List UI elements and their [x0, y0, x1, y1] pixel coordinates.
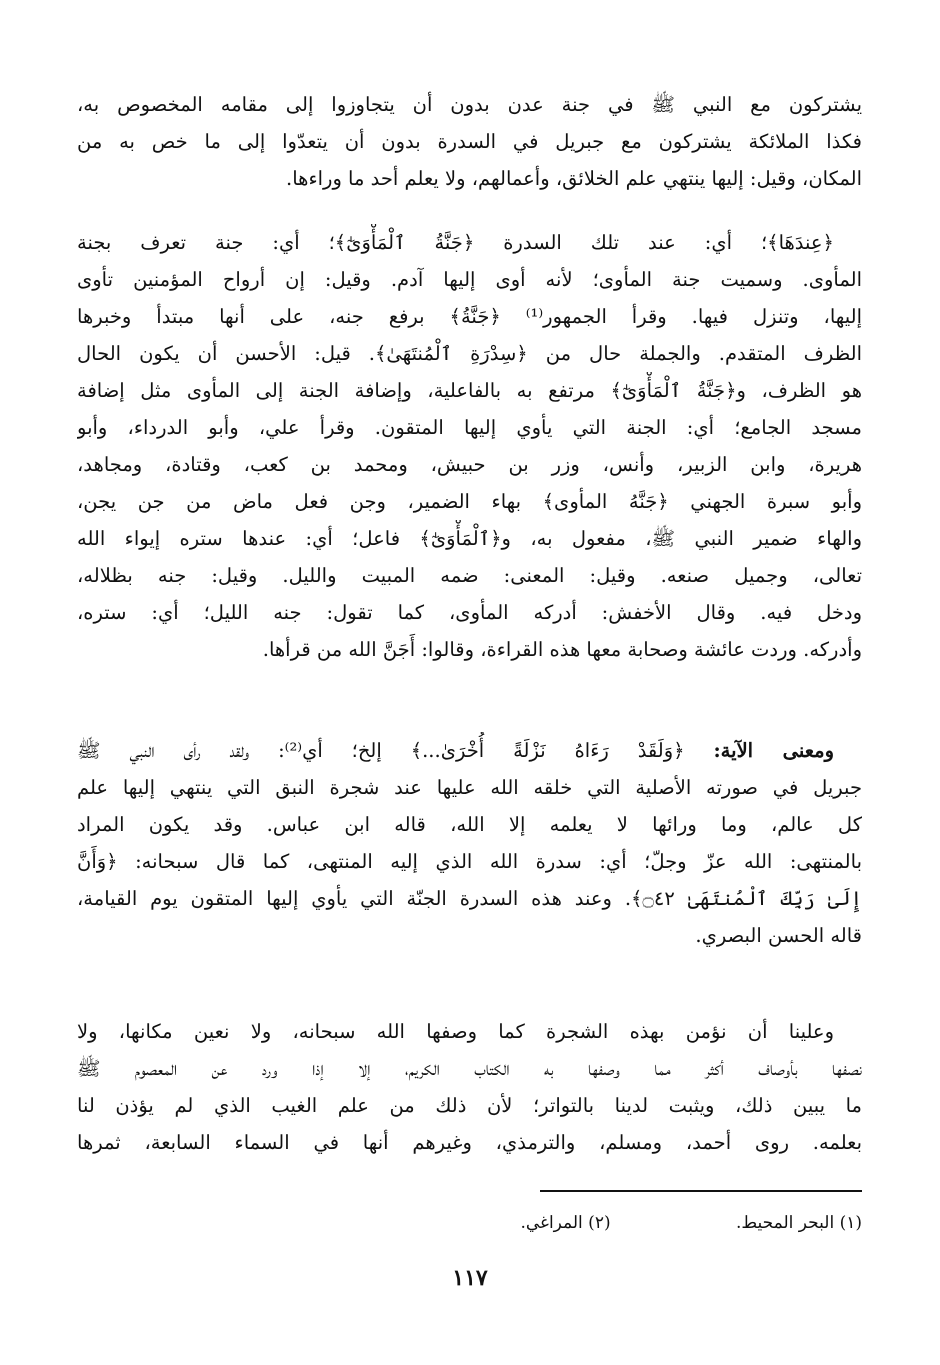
- footnote-1: (١) البحر المحيط.: [736, 1213, 862, 1233]
- text-line: ودخل فيه. وقال الأخفش: أدركه المأوى، كما تقول: جنه الليل؛ أي: ستره،: [77, 601, 862, 624]
- text-line: تعالى، وجميل صنعه. وقيل: المعنى: ضمه المبيت والليل. وقيل: جنه بظلاله،: [77, 564, 862, 587]
- text-line: مسجد الجامع؛ أي: الجنة التي يأوي إليها المتقون. وقرأ علي، وأبو الدرداء، وأبو: [77, 416, 862, 439]
- footnote-2: (٢) المراغي.: [520, 1213, 611, 1233]
- paragraph-4: [77, 1013, 862, 1161]
- text-line: المأوى. وسميت جنة المأوى؛ لأنه أوى إليها آدم. وقيل: إن أرواح المؤمنين تأوى: [77, 268, 862, 291]
- text-line: وأدركه. وردت عائشة وصحابة معها هذه القراءة، وقالوا: أَجَنَّ الله من قرأها.: [262, 638, 862, 661]
- text-line: فكذا الملائكة يشتركون مع جبريل في السدرة بدون أن يتعدّوا إلى ما خص به من: [77, 130, 862, 153]
- verse-meaning-intro: ﴿وَلَقَدْ رَءَاهُ نَزْلَةً أُخْرَىٰ...﴾ إلخ؛ أي⁽²⁾: ولقد رأى النبي ﷺ: [77, 739, 714, 762]
- text-line: إِلَىٰ رَبِّكَ ٱلْمُنتَهَىٰ ۝٤٢﴾. وعند هذه السدرة الجنّة التي يأوي إليها المتقون يوم القيامة،: [77, 887, 862, 910]
- text-line: نصفها بأوصاف أكثر مما وصفها به الكتاب الكريم، إلا إذا ورد عن المعصوم ﷺ: [77, 1057, 862, 1080]
- text-line: هريرة، وابن الزبير، وأنس، وزر بن حبيش، ومحمد بن كعب، وقتادة، ومجاهد،: [77, 453, 862, 476]
- text-line: كل عالم، وما ورائها لا يعلمه إلا الله، قاله ابن عباس. وقد يكون المراد: [77, 813, 862, 836]
- paragraph-2: [77, 224, 862, 668]
- text-line: يشتركون مع النبي ﷺ في جنة عدن بدون أن يتجاوزوا إلى مقامه المخصوص به،: [77, 93, 862, 116]
- text-line: وأبو سبرة الجهني ﴿جَنَّهُ المأوى﴾ بهاء الضمير، وجن فعل ماض من جن يجن،: [77, 490, 862, 513]
- paragraph-3: [77, 732, 862, 954]
- footnote-divider: [540, 1190, 862, 1192]
- text-line: الظرف المتقدم. والجملة حال من ﴿سِدْرَةِ ٱلْمُنتَهَىٰ﴾. قيل: الأحسن أن يكون الحال: [77, 342, 862, 365]
- text-line: [77, 732, 862, 769]
- text-line: ما يبين ذلك، ويثبت لدينا بالتواتر؛ لأن ذلك من علم الغيب الذي لم يؤذن لنا: [77, 1094, 862, 1117]
- footnotes: [77, 1205, 862, 1241]
- verse-meaning-heading: ومعنى الآية:: [713, 739, 834, 762]
- text-line: هو الظرف، و﴿جَنَّةُ ٱلْمَأْوَىٰٓ﴾ مرتفع به بالفاعلية، وإضافة الجنة إلى المأوى مثل إضافة: [77, 379, 862, 402]
- text-line: جبريل في صورته الأصلية التي خلقه الله عليها عند شجرة النبق التي ينتهي إليها علم: [77, 776, 862, 799]
- page-number: ١١٧: [452, 1265, 488, 1291]
- text-line: إليها، وتنزل فيها. وقرأ الجمهور⁽¹⁾ ﴿جَنَّةُ﴾ برفع جنه، على أنها مبتدأ وخبرها: [77, 305, 862, 328]
- text-line: بالمنتهى: الله عزّ وجلّ؛ أي: سدرة الله الذي إليه المنتهى، كما قال سبحانه: ﴿وَأَنَّ: [77, 850, 862, 873]
- text-line: والهاء ضمير النبي ﷺ، مفعول به، و﴿ٱلْمَأْوَىٰٓ﴾ فاعل؛ أي: عندها ستره إيواء الله: [77, 527, 862, 550]
- text-line: المكان، وقيل: إليها ينتهي علم الخلائق، وأعمالهم، ولا يعلم أحد ما وراءها.: [286, 167, 862, 190]
- text-line: قاله الحسن البصري.: [695, 924, 862, 947]
- paragraph-1: [77, 86, 862, 197]
- text-line: ﴿عِندَهَا﴾؛ أي: عند تلك السدرة ﴿جَنَّةُ ٱلْمَأْوَىٰٓ﴾؛ أي: جنة تعرف بجنة: [77, 231, 834, 254]
- text-line: وعلينا أن نؤمن بهذه الشجرة كما وصفها الله سبحانه، ولا نعين مكانها، ولا: [77, 1020, 834, 1043]
- text-line: بعلمه. روى أحمد، ومسلم، والترمذي، وغيرهم أنها في السماء السابعة، ثمرها: [77, 1131, 862, 1154]
